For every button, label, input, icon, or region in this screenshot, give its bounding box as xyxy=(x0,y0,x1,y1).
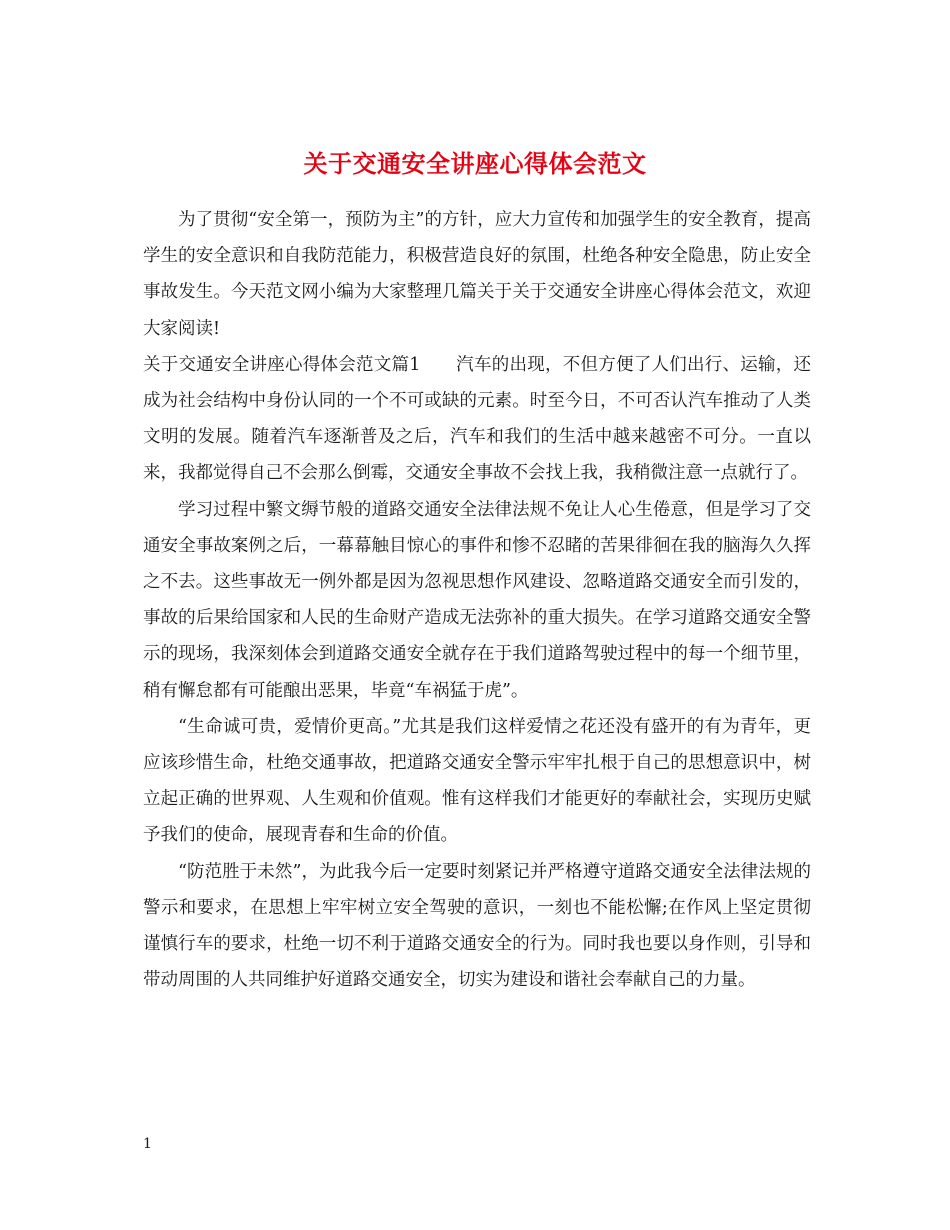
page-number: 1 xyxy=(143,1136,152,1152)
paragraph-prevention: “防范胜于未然”，为此我今后一定要时刻紧记并严格遵守道路交通安全法律法规的警示和要求，在思想上牢牢树立安全驾驶的意识，一刻也不能松懈;在作风上坚定贯彻谨慎行车的要求，杜绝一切不利于道路交通安全的行为。同时我也要以身作则，引导和带动周围的人共同维护好道路交通安全，切实为建设和谐社会奉献自己的力量。 xyxy=(143,861,811,991)
document-body xyxy=(143,202,811,998)
document-title: 关于交通安全讲座心得体会范文 xyxy=(303,149,647,179)
paragraph-life-value: “生命诚可贵，爱情价更高。”尤其是我们这样爱情之花还没有盛开的有为青年，更应该珍惜生命，杜绝交通事故，把道路交通安全警示牢牢扎根于自己的思想意识中，树立起正确的世界观、人生观和价值观。惟有这样我们才能更好的奉献社会，实现历史赋予我们的使命，展现青春和生命的价值。 xyxy=(143,716,811,846)
paragraph-section-1: 关于交通安全讲座心得体会范文篇1 汽车的出现，不但方便了人们出行、运输，还成为社会结构中身份认同的一个不可或缺的元素。时至今日，不可否认汽车推动了人类文明的发展。随着汽车逐渐普及之后，汽车和我们的生活中越来越密不可分。一直以来，我都觉得自己不会那么倒霉，交通安全事故不会找上我，我稍微注意一点就行了。 xyxy=(143,354,811,484)
paragraph-learning: 学习过程中繁文缛节般的道路交通安全法律法规不免让人心生倦意，但是学习了交通安全事故案例之后，一幕幕触目惊心的事件和惨不忍睹的苦果徘徊在我的脑海久久挥之不去。这些事故无一例外都是因为忽视思想作风建设、忽略道路交通安全而引发的，事故的后果给国家和人民的生命财产造成无法弥补的重大损失。在学习道路交通安全警示的现场，我深刻体会到道路交通安全就存在于我们道路驾驶过程中的每一个细节里，稍有懈怠都有可能酿出恶果，毕竟“车祸猛于虎”。 xyxy=(143,499,811,701)
paragraph-intro: 为了贯彻“安全第一，预防为主”的方针，应大力宣传和加强学生的安全教育，提高学生的安全意识和自我防范能力，积极营造良好的氛围，杜绝各种安全隐患，防止安全事故发生。今天范文网小编为大家整理几篇关于关于交通安全讲座心得体会范文，欢迎大家阅读! xyxy=(143,210,811,339)
